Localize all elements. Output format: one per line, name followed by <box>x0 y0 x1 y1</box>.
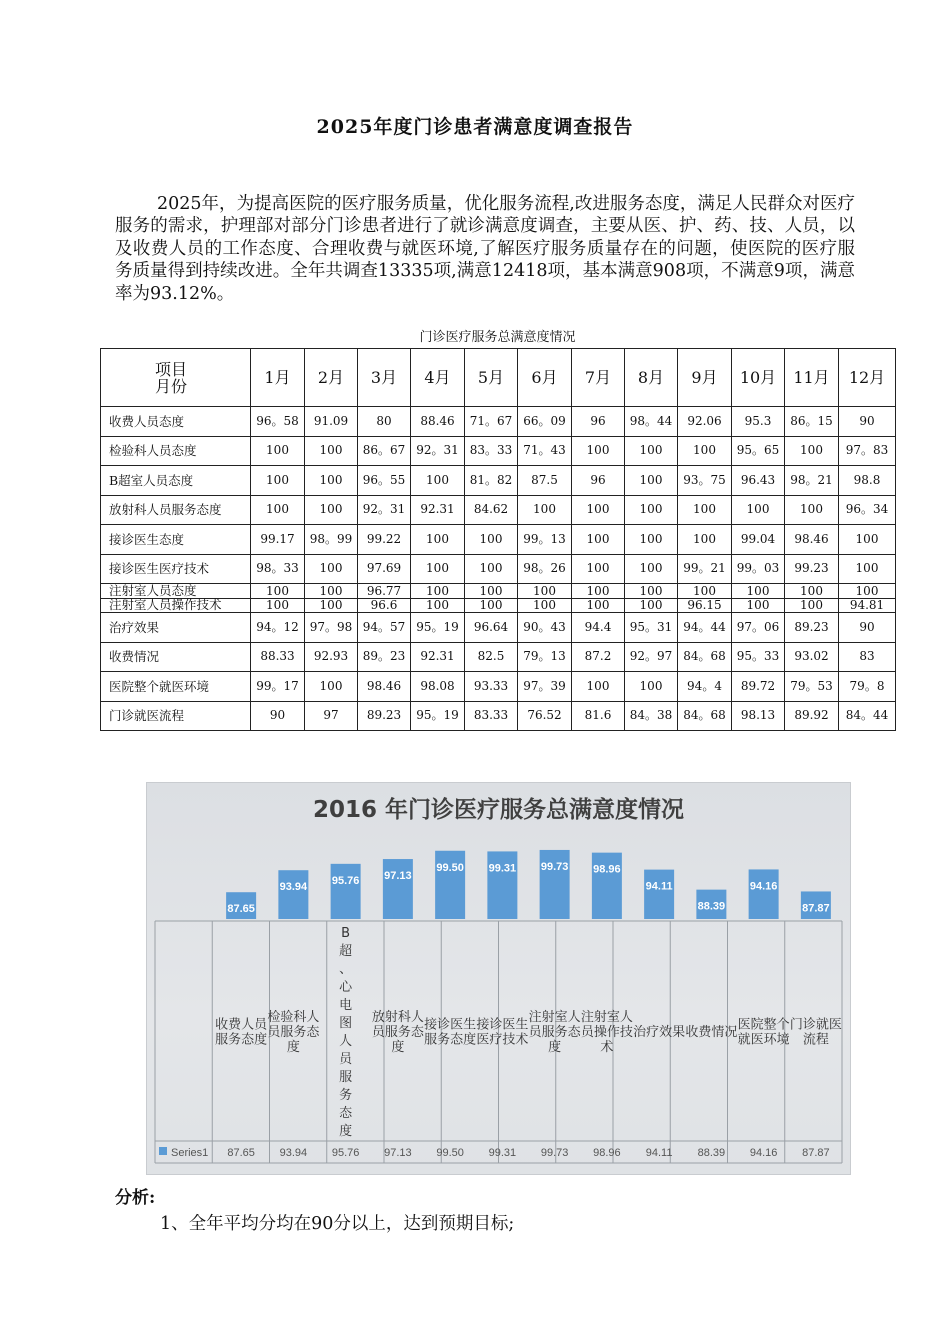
table-cell: 96.64 <box>465 613 518 643</box>
table-cell: 99.17 <box>251 525 305 555</box>
table-cell: 100 <box>572 436 625 466</box>
table-cell: 100 <box>465 584 518 599</box>
table-cell: 100 <box>625 495 678 525</box>
category-label: 接诊医生服务态度 <box>424 1017 477 1048</box>
row-label: 放射科人员服务态度 <box>101 495 251 525</box>
table-cell: 100 <box>839 584 896 599</box>
table-cell: 98。26 <box>518 554 572 584</box>
table-cell: 99.22 <box>358 525 411 555</box>
table-value-label: 87.65 <box>227 1147 255 1159</box>
table-cell: 97.69 <box>358 554 411 584</box>
bar-data-label: 93.94 <box>279 881 308 894</box>
analysis-heading: 分析: <box>115 1188 156 1208</box>
table-cell: 100 <box>625 466 678 496</box>
page-title: 2025年度门诊患者满意度调查报告 <box>316 116 634 138</box>
table-cell: 100 <box>518 598 572 613</box>
table-cell: 90 <box>839 407 896 437</box>
table-header-row <box>101 349 896 407</box>
month-header: 12月 <box>839 349 896 407</box>
table-cell: 100 <box>785 495 839 525</box>
table-cell: 95。65 <box>732 436 785 466</box>
chart-svg <box>147 783 850 1174</box>
table-cell: 100 <box>411 598 465 613</box>
table-cell: 100 <box>411 525 465 555</box>
table-cell: 100 <box>625 525 678 555</box>
table-cell: 84。68 <box>678 701 732 731</box>
table-cell: 100 <box>305 598 358 613</box>
table-cell: 98。44 <box>625 407 678 437</box>
table-value-label: 87.87 <box>802 1147 830 1159</box>
table-cell: 96.43 <box>732 466 785 496</box>
table-cell: 100 <box>625 598 678 613</box>
month-header: 9月 <box>678 349 732 407</box>
table-cell: 84。68 <box>678 642 732 672</box>
table-cell: 100 <box>305 436 358 466</box>
table-cell: 95.3 <box>732 407 785 437</box>
table-cell: 97 <box>305 701 358 731</box>
table-cell: 100 <box>732 598 785 613</box>
bar-data-label: 99.31 <box>488 862 517 875</box>
table-cell: 100 <box>305 466 358 496</box>
table-cell: 97。83 <box>839 436 896 466</box>
table-cell: 90。43 <box>518 613 572 643</box>
table-value-label: 94.11 <box>645 1147 673 1159</box>
table-cell: 100 <box>572 495 625 525</box>
table-cell: 99。21 <box>678 554 732 584</box>
table-value-label: 95.76 <box>331 1147 360 1159</box>
row-label: 注射室人员态度 <box>101 584 251 599</box>
chart-bar <box>592 853 622 919</box>
month-header: 1月 <box>251 349 305 407</box>
category-label: 注射室人员操作技术 <box>580 1010 633 1055</box>
table-value-label: 98.96 <box>593 1147 621 1159</box>
bar-data-label: 94.11 <box>645 880 673 893</box>
table-cell: 87.2 <box>572 642 625 672</box>
table-cell: 100 <box>625 554 678 584</box>
table-cell: 100 <box>678 525 732 555</box>
table-cell: 92。31 <box>358 495 411 525</box>
table-cell: 100 <box>411 554 465 584</box>
table-cell: 93。75 <box>678 466 732 496</box>
bar-chart <box>146 782 851 1175</box>
table-caption: 门诊医疗服务总满意度情况 <box>419 330 576 345</box>
table-cell: 99。13 <box>518 525 572 555</box>
table-cell: 99。03 <box>732 554 785 584</box>
table-cell: 100 <box>785 598 839 613</box>
table-cell: 96。58 <box>251 407 305 437</box>
table-cell: 98。99 <box>305 525 358 555</box>
table-row <box>101 642 896 672</box>
table-cell: 89.92 <box>785 701 839 731</box>
row-label: 收费人员态度 <box>101 407 251 437</box>
table-cell: 66。09 <box>518 407 572 437</box>
table-row <box>101 584 896 599</box>
table-cell: 94。4 <box>678 672 732 702</box>
table-cell: 89.72 <box>732 672 785 702</box>
table-cell: 100 <box>625 436 678 466</box>
table-cell: 95。19 <box>411 701 465 731</box>
table-cell: 94.4 <box>572 613 625 643</box>
table-cell: 98.46 <box>785 525 839 555</box>
table-value-label: 99.50 <box>436 1147 464 1159</box>
table-cell: 82.5 <box>465 642 518 672</box>
bar-data-label: 88.39 <box>697 900 726 913</box>
corner-header <box>101 349 251 407</box>
table-cell: 97。06 <box>732 613 785 643</box>
table-cell: 79。13 <box>518 642 572 672</box>
table-cell: 98.08 <box>411 672 465 702</box>
table-cell: 89.23 <box>358 701 411 731</box>
table-cell: 92.31 <box>411 642 465 672</box>
category-label: 医院整个就医环境 <box>737 1017 790 1048</box>
category-label: 接诊医生医疗技术 <box>476 1017 529 1048</box>
bar-data-label: 95.76 <box>331 874 360 887</box>
table-cell: 93.02 <box>785 642 839 672</box>
category-label: 收费人员服务态度 <box>215 1017 268 1048</box>
table-cell: 91.09 <box>305 407 358 437</box>
table-value-label: 99.73 <box>540 1147 569 1159</box>
table-cell: 92。97 <box>625 642 678 672</box>
table-cell: 100 <box>251 466 305 496</box>
month-header: 7月 <box>572 349 625 407</box>
table-cell: 86。67 <box>358 436 411 466</box>
table-row <box>101 525 896 555</box>
analysis-point-1: 1、全年平均分均在90分以上，达到预期目标; <box>160 1214 515 1234</box>
table-cell: 79。53 <box>785 672 839 702</box>
table-cell: 71。43 <box>518 436 572 466</box>
table-cell: 92.06 <box>678 407 732 437</box>
table-cell: 100 <box>305 672 358 702</box>
table-row <box>101 598 896 613</box>
table-cell: 92.31 <box>411 495 465 525</box>
table-cell: 92.93 <box>305 642 358 672</box>
table-cell: 100 <box>465 598 518 613</box>
table-cell: 83 <box>839 642 896 672</box>
table-cell: 83.33 <box>465 701 518 731</box>
row-label: 检验科人员态度 <box>101 436 251 466</box>
table-cell: 96 <box>572 407 625 437</box>
table-cell: 84。38 <box>625 701 678 731</box>
table-cell: 98.13 <box>732 701 785 731</box>
table-cell: 94。12 <box>251 613 305 643</box>
table-value-label: 97.13 <box>384 1147 412 1159</box>
table-cell: 100 <box>572 525 625 555</box>
table-cell: 100 <box>785 584 839 599</box>
bar-data-label: 94.16 <box>749 880 778 893</box>
month-header: 2月 <box>305 349 358 407</box>
table-cell: 81。82 <box>465 466 518 496</box>
satisfaction-table <box>100 348 896 731</box>
table-cell: 95。33 <box>732 642 785 672</box>
table-row <box>101 407 896 437</box>
table-cell: 100 <box>518 495 572 525</box>
table-row <box>101 495 896 525</box>
table-cell: 94。57 <box>358 613 411 643</box>
month-header: 3月 <box>358 349 411 407</box>
month-header: 11月 <box>785 349 839 407</box>
table-cell: 100 <box>625 584 678 599</box>
table-row <box>101 613 896 643</box>
table-cell: 96。34 <box>839 495 896 525</box>
table-cell: 100 <box>572 554 625 584</box>
table-cell: 96.6 <box>358 598 411 613</box>
legend-label: Series1 <box>171 1147 209 1159</box>
table-row <box>101 436 896 466</box>
table-cell: 97。39 <box>518 672 572 702</box>
table-cell: 96。55 <box>358 466 411 496</box>
table-cell: 92。31 <box>411 436 465 466</box>
table-cell: 100 <box>839 525 896 555</box>
chart-bar <box>278 870 308 919</box>
month-header: 8月 <box>625 349 678 407</box>
table-row <box>101 554 896 584</box>
bar-data-label: 87.87 <box>802 902 830 915</box>
table-value-label: 93.94 <box>279 1147 308 1159</box>
table-cell: 100 <box>411 466 465 496</box>
table-cell: 84.62 <box>465 495 518 525</box>
table-cell: 100 <box>305 554 358 584</box>
table-cell: 100 <box>251 598 305 613</box>
table-cell: 83。33 <box>465 436 518 466</box>
table-cell: 90 <box>839 613 896 643</box>
chart-bar <box>331 864 361 919</box>
table-cell: 94。44 <box>678 613 732 643</box>
table-cell: 100 <box>305 584 358 599</box>
intro-paragraph: 2025年，为提高医院的医疗服务质量，优化服务流程,改进服务态度，满足人民群众对医疗服务的需求，护理部对部分门诊患者进行了就诊满意度调查，主要从医、护、药、技、人员，以及收费人员的工作态度、合理收费与就医环境,了解医疗服务质量存在的问题，使医院的医疗服务质量得到持续改进。全年共调查13335项,满意12418项，基本满意908项，不满意9项，满意率为93.12%。 <box>115 193 855 304</box>
table-cell: 100 <box>465 554 518 584</box>
chart-bar <box>749 869 779 919</box>
table-cell: 97。98 <box>305 613 358 643</box>
table-cell: 100 <box>572 672 625 702</box>
table-cell: 84。44 <box>839 701 896 731</box>
row-label: 接诊医生态度 <box>101 525 251 555</box>
table-cell: 100 <box>839 554 896 584</box>
category-label: 门诊就医流程 <box>789 1017 842 1048</box>
table-cell: 86。15 <box>785 407 839 437</box>
row-label: 接诊医生医疗技术 <box>101 554 251 584</box>
category-label: 放射科人员服务态度 <box>371 1010 424 1055</box>
row-label: 收费情况 <box>101 642 251 672</box>
table-row <box>101 466 896 496</box>
table-cell: 89.23 <box>785 613 839 643</box>
table-cell: 89。23 <box>358 642 411 672</box>
category-label: B 超、心电图人员服务态度 <box>339 926 353 1139</box>
table-cell: 100 <box>411 584 465 599</box>
table-cell: 99。17 <box>251 672 305 702</box>
corner-bottom: 月份 <box>155 376 188 396</box>
bar-data-label: 98.96 <box>593 863 621 876</box>
table-cell: 99.23 <box>785 554 839 584</box>
bar-data-label: 87.65 <box>227 903 255 916</box>
table-row <box>101 701 896 731</box>
table-cell: 100 <box>785 436 839 466</box>
row-label: 门诊就医流程 <box>101 701 251 731</box>
table-cell: 100 <box>251 436 305 466</box>
table-cell: 100 <box>625 672 678 702</box>
table-value-label: 99.31 <box>488 1147 517 1159</box>
table-cell: 95。31 <box>625 613 678 643</box>
row-label: B超室人员态度 <box>101 466 251 496</box>
table-cell: 100 <box>572 584 625 599</box>
table-cell: 98.46 <box>358 672 411 702</box>
chart-title: 2016 年门诊医疗服务总满意度情况 <box>312 797 685 823</box>
table-cell: 100 <box>678 584 732 599</box>
table-cell: 88.33 <box>251 642 305 672</box>
bar-data-label: 99.73 <box>540 860 569 873</box>
month-header: 4月 <box>411 349 465 407</box>
row-label: 治疗效果 <box>101 613 251 643</box>
corner-top: 项目 <box>155 359 188 379</box>
table-cell: 90 <box>251 701 305 731</box>
table-value-label: 94.16 <box>749 1147 778 1159</box>
table-cell: 100 <box>678 495 732 525</box>
bar-data-label: 99.50 <box>436 861 464 874</box>
table-row <box>101 672 896 702</box>
month-header: 5月 <box>465 349 518 407</box>
month-header: 10月 <box>732 349 785 407</box>
table-cell: 100 <box>732 495 785 525</box>
chart-bar <box>644 870 674 919</box>
table-cell: 96.77 <box>358 584 411 599</box>
table-body <box>101 407 896 731</box>
table-cell: 100 <box>251 495 305 525</box>
table-cell: 100 <box>678 436 732 466</box>
table-cell: 79。8 <box>839 672 896 702</box>
table-cell: 100 <box>305 495 358 525</box>
table-cell: 87.5 <box>518 466 572 496</box>
table-cell: 100 <box>518 584 572 599</box>
table-cell: 100 <box>251 584 305 599</box>
table-cell: 81.6 <box>572 701 625 731</box>
table-cell: 98。21 <box>785 466 839 496</box>
legend-swatch <box>159 1147 167 1155</box>
category-label: 治疗效果 <box>633 1025 686 1040</box>
table-cell: 100 <box>732 584 785 599</box>
category-label: 收费情况 <box>685 1025 738 1040</box>
table-cell: 98.8 <box>839 466 896 496</box>
month-header: 6月 <box>518 349 572 407</box>
chart-bar <box>383 859 413 919</box>
category-label: 注射室人员服务态度 <box>528 1010 581 1055</box>
table-cell: 95。19 <box>411 613 465 643</box>
table-cell: 99.04 <box>732 525 785 555</box>
table-cell: 71。67 <box>465 407 518 437</box>
table-cell: 100 <box>572 598 625 613</box>
row-label: 医院整个就医环境 <box>101 672 251 702</box>
table-cell: 98。33 <box>251 554 305 584</box>
table-cell: 96.15 <box>678 598 732 613</box>
category-label: 检验科人员服务态度 <box>267 1010 320 1055</box>
table-cell: 100 <box>465 525 518 555</box>
row-label: 注射室人员操作技术 <box>101 598 251 613</box>
table-cell: 96 <box>572 466 625 496</box>
bar-data-label: 97.13 <box>384 870 412 883</box>
table-cell: 93.33 <box>465 672 518 702</box>
table-cell: 80 <box>358 407 411 437</box>
table-value-label: 88.39 <box>697 1147 726 1159</box>
table-cell: 76.52 <box>518 701 572 731</box>
table-cell: 94.81 <box>839 598 896 613</box>
table-cell: 88.46 <box>411 407 465 437</box>
